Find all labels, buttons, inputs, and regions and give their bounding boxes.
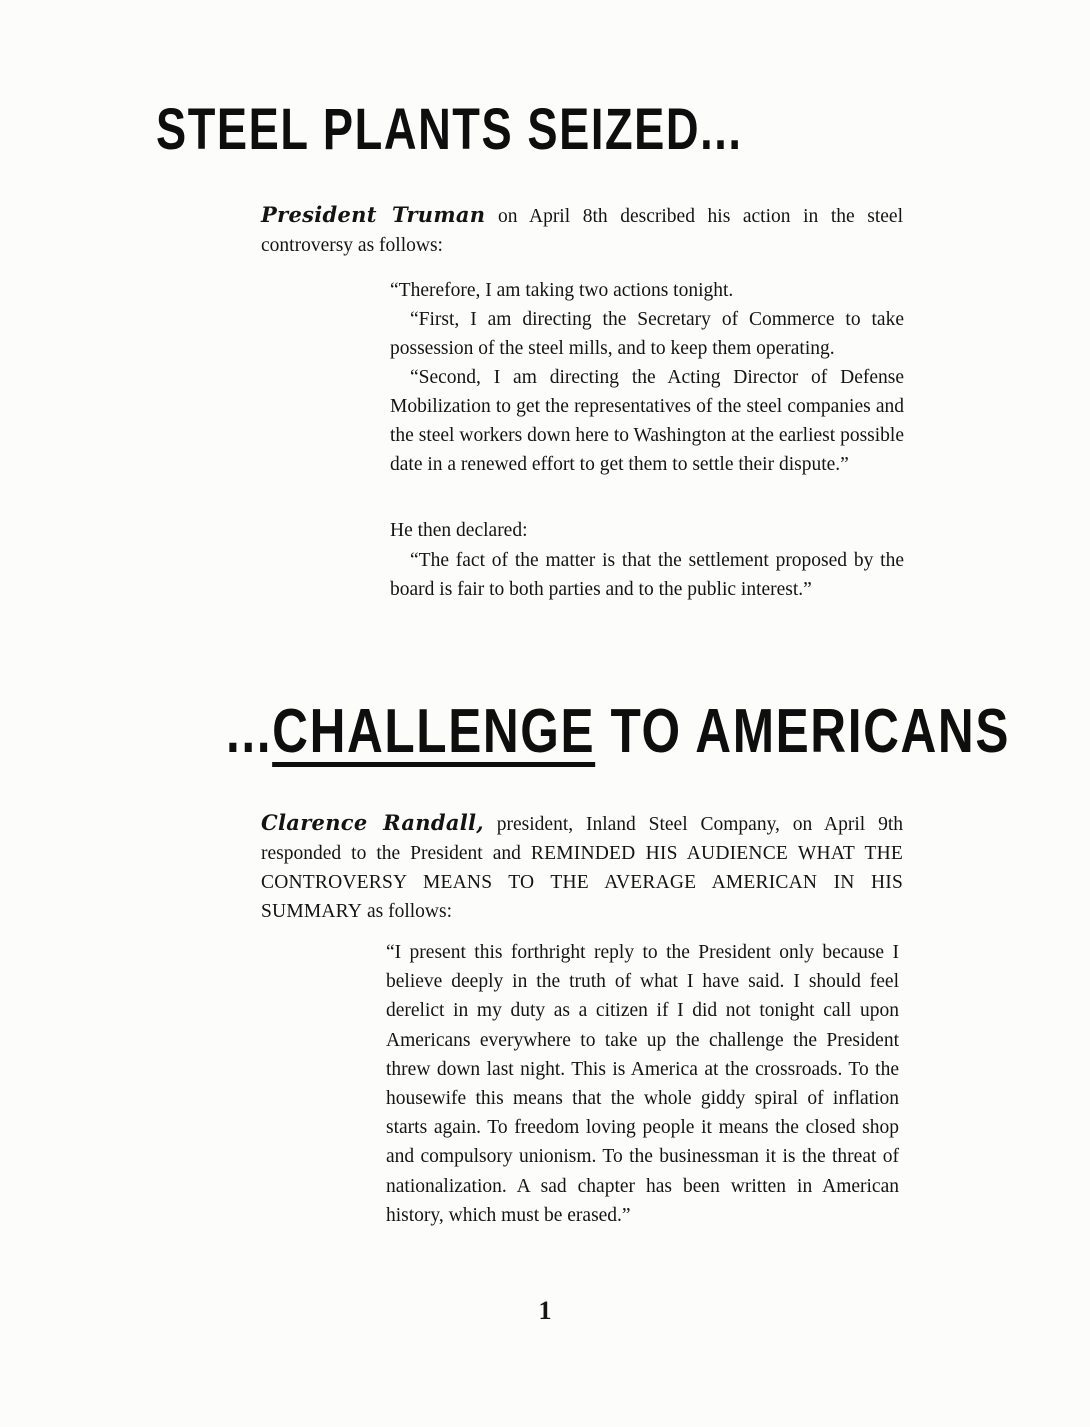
truman-intro-text: on April 8th described his action in the steel controversy as follows:: [261, 206, 903, 256]
headline-steel-plants-seized: STEEL PLANTS SEIZED...: [156, 97, 743, 162]
headline-challenge-to-americans: [226, 696, 1010, 767]
headline-rest: TO AMERICANS: [595, 697, 1011, 766]
randall-intro-end: as follows:: [362, 901, 453, 922]
page-number: 1: [538, 1296, 552, 1325]
truman-quote: [390, 276, 904, 479]
randall-quote: “I present this forthright reply to the President only because I believe deeply in the truth of what I have said. I should feel derelict in my duty as a citizen if I did not tonight call upon Americans everywhere to take up the challenge the President threw down last night. This is America at the crossroads. To the housewife this means that the whole giddy spiral of inflation starts again. To freedom loving people it means the closed shop and compulsory unionism. To the businessman it is the threat of nationalization. A sad chapter has been written in American history, which must be erased.”: [386, 942, 899, 1226]
truman-quote-paragraph: “Second, I am directing the Acting Director of Defense Mobilization to get the representatives of the steel companies and the steel workers down here to Washington at the earliest possible date in a renewed effort to get them to settle their dispute.”: [390, 367, 904, 475]
truman-name: President Truman: [261, 202, 486, 227]
headline-dots: ...: [226, 697, 273, 766]
truman-intro: [261, 200, 903, 260]
randall-intro: [261, 808, 903, 926]
truman-quote-paragraph: “First, I am directing the Secretary of Commerce to take possession of the steel mills, and to keep them operating.: [390, 309, 904, 359]
headline-underlined-word: CHALLENGE: [272, 697, 596, 766]
declared-line: He then declared:: [390, 520, 528, 541]
truman-declaration: “The fact of the matter is that the settlement proposed by the board is fair to both parties and to the public interest.”: [390, 550, 904, 600]
randall-intro-caps: REMINDED HIS AUDIENCE WHAT THE CONTROVERSY MEANS TO THE AVERAGE AMERICAN IN HIS SUMMARY: [261, 843, 903, 922]
truman-quote-paragraph: “Therefore, I am taking two actions tonight.: [390, 280, 734, 301]
randall-name: Clarence Randall,: [261, 810, 484, 835]
randall-intro-text: president, Inland Steel Company, on April 9th responded to the President and: [261, 814, 903, 864]
